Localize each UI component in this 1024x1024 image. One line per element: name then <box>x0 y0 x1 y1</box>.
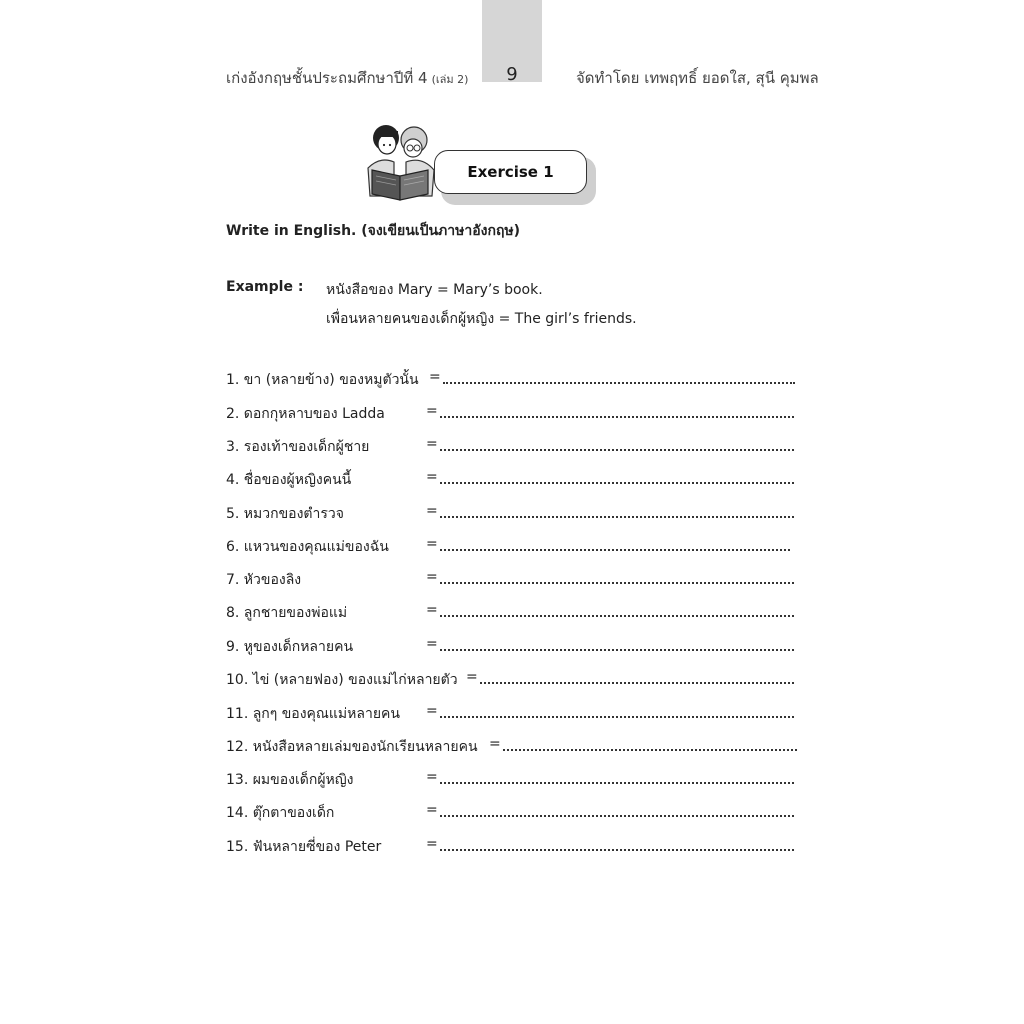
answer-line <box>503 749 797 751</box>
exercise-item-label: 4. ชื่อของผู้หญิงคนนี้ <box>226 472 352 488</box>
exercise-item-label: 15. ฟันหลายซี่ของ Peter <box>226 839 382 855</box>
authors: จัดทำโดย เทพฤทธิ์ ยอดใส, สุนี คุมพล <box>576 69 819 87</box>
answer-line <box>440 549 790 551</box>
equals-sign: = <box>429 369 441 385</box>
equals-sign: = <box>426 436 438 452</box>
answer-line <box>480 682 794 684</box>
exercise-item-label: 12. หนังสือหลายเล่มของนักเรียนหลายคน <box>226 739 478 755</box>
exercise-item-label: 2. ดอกกุหลาบของ Ladda <box>226 406 385 422</box>
exercise-item-label: 13. ผมของเด็กผู้หญิง <box>226 772 354 788</box>
exercise-item-label: 11. ลูกๆ ของคุณแม่หลายคน <box>226 706 400 722</box>
answer-line <box>440 815 794 817</box>
answer-line <box>440 849 794 851</box>
exercise-item-label: 14. ตุ๊กตาของเด็ก <box>226 805 335 821</box>
exercise-item-label: 10. ไข่ (หลายฟอง) ของแม่ไก่หลายตัว <box>226 672 458 688</box>
answer-line <box>440 615 794 617</box>
equals-sign: = <box>426 636 438 652</box>
answer-line <box>440 716 794 718</box>
page-header <box>0 62 1024 92</box>
instruction: Write in English. (จงเขียนเป็นภาษาอังกฤษ) <box>226 223 521 239</box>
exercise-title: Exercise 1 <box>434 150 587 194</box>
equals-sign: = <box>426 769 438 785</box>
equals-sign: = <box>426 802 438 818</box>
exercise-item-label: 3. รองเท้าของเด็กผู้ชาย <box>226 439 370 455</box>
equals-sign: = <box>426 536 438 552</box>
equals-sign: = <box>426 703 438 719</box>
answer-line <box>440 782 794 784</box>
answer-line <box>443 382 795 384</box>
exercise-item-label: 8. ลูกชายของพ่อแม่ <box>226 605 348 621</box>
answer-line <box>440 449 794 451</box>
page-number: 9 <box>506 64 518 85</box>
exercise-item-label: 5. หมวกของตำรวจ <box>226 506 344 522</box>
book-title-text: เก่งอังกฤษชั้นประถมศึกษาปีที่ 4 <box>226 69 428 87</box>
equals-sign: = <box>426 469 438 485</box>
answer-line <box>440 482 794 484</box>
answer-line <box>440 516 794 518</box>
answer-line <box>440 416 794 418</box>
exercise-item-label: 1. ขา (หลายข้าง) ของหมูตัวนั้น <box>226 372 419 388</box>
book-title <box>226 66 468 90</box>
example-line: เพื่อนหลายคนของเด็กผู้หญิง = The girl’s friends. <box>326 311 637 327</box>
equals-sign: = <box>426 602 438 618</box>
example-line: หนังสือของ Mary = Mary’s book. <box>326 282 543 298</box>
answer-line <box>440 649 794 651</box>
volume-label: (เล่ม 2) <box>431 73 469 86</box>
exercise-item-label: 6. แหวนของคุณแม่ของฉัน <box>226 539 389 555</box>
answer-line <box>440 582 794 584</box>
exercise-item-label: 7. หัวของลิง <box>226 572 302 588</box>
equals-sign: = <box>426 503 438 519</box>
exercise-item-label: 9. หูของเด็กหลายคน <box>226 639 354 655</box>
children-reading-book-illustration <box>360 118 440 202</box>
equals-sign: = <box>489 736 501 752</box>
equals-sign: = <box>426 836 438 852</box>
equals-sign: = <box>466 669 478 685</box>
example-label: Example : <box>226 279 304 295</box>
equals-sign: = <box>426 403 438 419</box>
equals-sign: = <box>426 569 438 585</box>
